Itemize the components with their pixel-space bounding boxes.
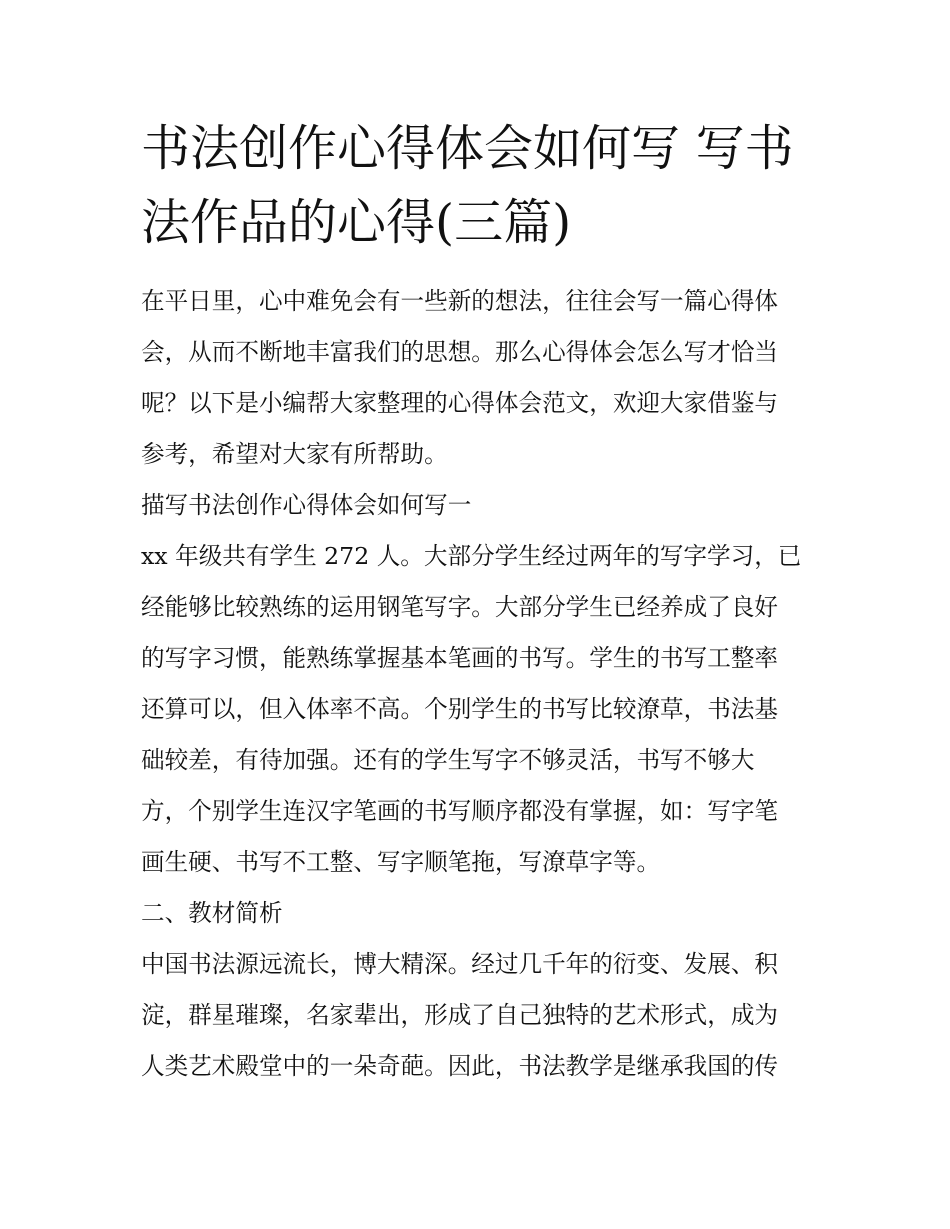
body-line: 在平日里，心中难免会有一些新的想法，往往会写一篇心得体 [141,287,779,315]
body-line: 中国书法源远流长，博大精深。经过几千年的衍变、发展、积 [141,950,779,978]
body-line: xx 年级共有学生 272 人。大部分学生经过两年的写字学习，已 [141,542,802,570]
body-line: 人类艺术殿堂中的一朵奇葩。因此，书法教学是继承我国的传 [141,1052,779,1080]
body-line: 还算可以，但入体率不高。个别学生的书写比较潦草，书法基 [141,695,779,723]
body-line: 础较差，有待加强。还有的学生写字不够灵活，书写不够大 [141,746,755,774]
document-title [141,112,813,260]
body-line: 方，个别学生连汉字笔画的书写顺序都没有掌握，如：写字笔 [141,797,779,825]
section-heading: 二、教材简析 [141,899,283,927]
body-line: 淀，群星璀璨，名家辈出，形成了自己独特的艺术形式，成为 [141,1001,779,1029]
body-line: 参考，希望对大家有所帮助。 [141,440,448,468]
body-line: 的写字习惯，能熟练掌握基本笔画的书写。学生的书写工整率 [141,644,779,672]
title-line-2: 法作品的心得(三篇) [141,194,572,251]
body-text [141,276,813,1092]
document-page [141,112,813,1092]
body-line: 会，从而不断地丰富我们的思想。那么心得体会怎么写才恰当 [141,338,779,366]
title-line-1: 书法创作心得体会如何写 写书 [141,120,794,177]
body-line: 呢？以下是小编帮大家整理的心得体会范文，欢迎大家借鉴与 [141,389,779,417]
body-line: 画生硬、书写不工整、写字顺笔拖，写潦草字等。 [141,848,661,876]
body-line: 经能够比较熟练的运用钢笔写字。大部分学生已经养成了良好 [141,593,779,621]
section-heading: 描写书法创作心得体会如何写一 [141,491,472,519]
